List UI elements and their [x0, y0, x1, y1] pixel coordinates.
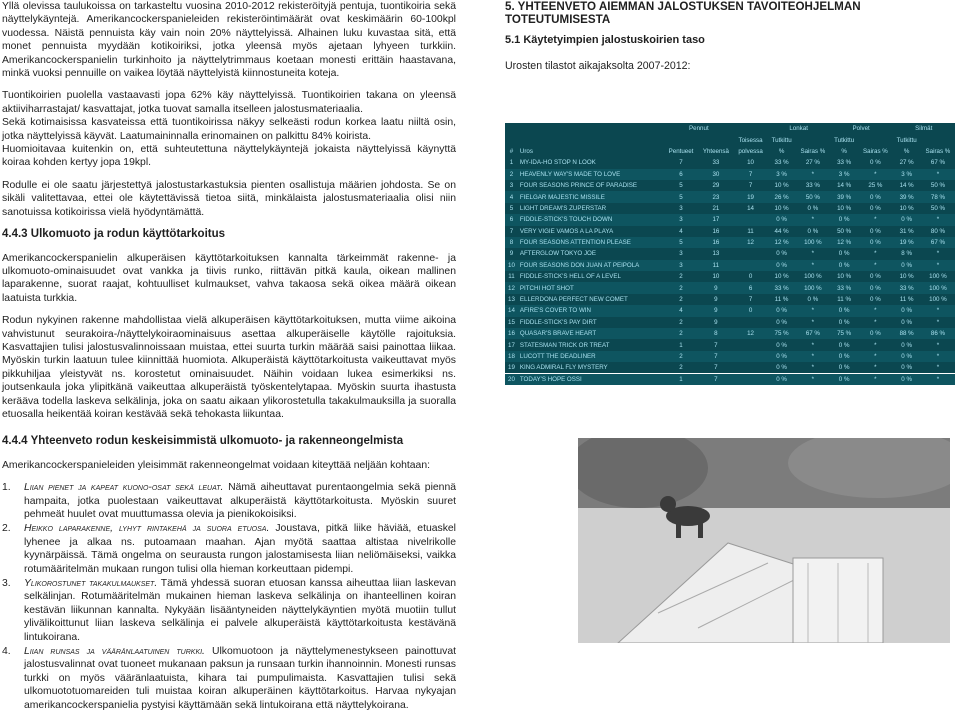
table-cell: 50 %	[930, 182, 945, 190]
table-cell: 8	[505, 237, 518, 248]
table-cell: 3 %	[892, 169, 920, 180]
table-cell: 0 %	[830, 351, 858, 362]
table-cell: *	[796, 169, 830, 180]
sire-name-cell: STATESMAN TRICK OR TREAT	[519, 341, 610, 349]
table-cell: 5	[664, 237, 698, 248]
table-cell: 18	[505, 351, 518, 362]
paragraph-show-visits: Huomioitavaa kuitenkin on, että suhteutettuna näyttelykäyntejä jokaista näyttelyissä käynyttä koiraa kohden kertyy jopa 19kpl.	[2, 144, 456, 169]
sire-name-cell: AFTERGLOW TOKYO JOE	[519, 250, 596, 258]
table-cell: 20	[505, 374, 518, 385]
sire-name-cell: KING ADMIRAL FLY MYSTERY	[519, 364, 608, 372]
table-cell: 9	[698, 282, 734, 293]
table-cell: 7	[734, 169, 768, 180]
issue-title: Liian pienet ja kapeat kuono-osat sekä leuat.	[24, 482, 224, 494]
table-cell: 16	[712, 227, 720, 235]
table-cell: 11 %	[837, 296, 851, 304]
table-cell: 80 %	[930, 227, 945, 235]
table-cell: 100 %	[796, 282, 830, 293]
table-cell: 44 %	[774, 227, 789, 235]
table-cell: 10 %	[899, 204, 914, 212]
table-cell: *	[796, 351, 830, 362]
sire-name-cell: FIELGAR MAJESTIC MISSILE	[518, 191, 664, 202]
table-cell: 10	[712, 273, 720, 281]
table-cell: 0 %	[870, 273, 881, 281]
table-row	[505, 294, 955, 305]
col-header: Uros	[519, 147, 533, 155]
table-row	[505, 351, 955, 362]
problem-list	[2, 481, 456, 712]
table-cell: *	[936, 341, 940, 349]
table-cell: 11	[698, 260, 734, 271]
table-cell: 2	[679, 318, 683, 326]
issue-title: Liian runsas ja vääränlaatuinen turkki.	[24, 646, 205, 658]
list-item	[2, 645, 456, 712]
table-cell: 0 %	[767, 351, 795, 362]
table-cell: *	[936, 250, 940, 258]
table-row	[505, 214, 955, 225]
table-row	[505, 203, 955, 214]
table-cell: 0 %	[892, 374, 920, 385]
table-cell: 0 %	[858, 282, 892, 293]
sire-name-cell: FOUR SEASONS ATTENTION PLEASE	[518, 237, 664, 248]
sire-name-cell: FOUR SEASONS DON JUAN AT PEIPOLA	[518, 260, 664, 271]
table-cell: 31 %	[899, 227, 914, 235]
sire-name-cell: LUCOTT THE DEADLINER	[518, 351, 664, 362]
table-cell: 50 %	[796, 191, 830, 202]
table-cell: *	[796, 374, 830, 385]
table-row	[505, 169, 955, 180]
table-cell: 0 %	[892, 305, 920, 316]
table-cell: 0 %	[901, 364, 912, 372]
table-cell: 10	[505, 260, 518, 271]
table-caption: Urosten tilastot aikajaksolta 2007-2012:	[505, 60, 691, 72]
table-cell: 29	[712, 182, 720, 190]
table-cell: 0 %	[858, 191, 892, 202]
table-cell	[734, 248, 768, 259]
table-cell: 86 %	[921, 328, 955, 339]
sub-header-second-gen: Toisessa	[738, 136, 763, 144]
table-cell: 12	[734, 328, 768, 339]
table-cell: 33 %	[767, 282, 795, 293]
table-cell: 5	[664, 191, 698, 202]
table-cell: 3 %	[830, 169, 858, 180]
table-cell: 4	[505, 191, 518, 202]
table-cell: 0	[734, 305, 768, 316]
table-row	[505, 317, 955, 328]
sire-name-cell: AFIRE'S COVER TO WIN	[518, 305, 664, 316]
table-cell: 9	[714, 318, 718, 326]
table-cell	[734, 214, 768, 225]
table-cell: 0 %	[776, 341, 787, 349]
table-cell: 88 %	[892, 328, 920, 339]
table-cell: 39 %	[892, 191, 920, 202]
group-header-litters: Pennut	[689, 125, 709, 133]
table-cell: 17	[698, 214, 734, 225]
table-cell: 26 %	[767, 191, 795, 202]
table-cell: 67 %	[796, 328, 830, 339]
table-cell: 4	[664, 305, 698, 316]
table-cell: 0 %	[776, 250, 787, 258]
table-cell: 16	[698, 237, 734, 248]
sire-name-cell: MY-IDA-HO STOP N LOOK	[519, 159, 596, 167]
table-cell: *	[921, 214, 955, 225]
sire-name-cell: LIGHT DREAM'S ZUPERSTAR	[519, 204, 607, 212]
table-cell: 2	[679, 364, 683, 372]
paragraph-problems-intro: Amerikancockerspanieleiden yleisimmät rakenneongelmat voidaan kiteyttää neljään kohtaan:	[2, 459, 430, 471]
table-cell: 0 %	[870, 296, 881, 304]
list-number: 3.	[2, 578, 11, 590]
table-cell: 10 %	[837, 204, 852, 212]
table-cell: 33 %	[837, 159, 852, 167]
table-row	[505, 180, 955, 191]
table-cell: 9	[509, 250, 514, 258]
table-cell: 2	[664, 282, 698, 293]
list-number: 2.	[2, 523, 11, 535]
heading-4-4-4: 4.4.4 Yhteenveto rodun keskeisimmistä ulkomuoto- ja rakenneongelmista	[2, 435, 404, 448]
table-cell: *	[811, 364, 815, 372]
table-cell: 10 %	[774, 182, 789, 190]
sire-name-cell: FIDDLE-STICK'S TOUCH DOWN	[518, 214, 664, 225]
table-cell: 0 %	[807, 227, 819, 235]
table-cell: 10 %	[774, 204, 789, 212]
table-cell: 14	[505, 305, 518, 316]
table-cell: 0 %	[767, 374, 795, 385]
table-row	[505, 305, 955, 316]
table-cell: 1	[664, 374, 698, 385]
table-cell: 5	[679, 182, 683, 190]
table-cell: 100 %	[796, 237, 830, 248]
table-cell: 9	[698, 305, 734, 316]
table-cell: *	[921, 169, 955, 180]
issue-title: Heikko laparakenne, lyhyt rintakehä ja suora etuosa.	[24, 523, 270, 535]
table-cell: 50 %	[930, 204, 945, 212]
table-cell: 0 %	[830, 305, 858, 316]
photo-illustration	[578, 438, 950, 643]
issue-text: Nämä aiheuttavat purentaongelmia sekä piennä hampaita, jotka puolestaan vaikeuttavat alkuperäistä käyttötarkoitusta. Myöskin suuret pehmeät huulet ovat muuttumassa olevia ja pienikokoisiksi.	[24, 482, 457, 520]
table-cell: 9	[714, 296, 718, 304]
heading-5-1: 5.1 Käytetyimpien jalostuskoirien taso	[505, 34, 705, 46]
table-row	[505, 191, 955, 202]
table-cell: 19 %	[892, 237, 920, 248]
group-header-hips: Lonkat	[789, 125, 808, 133]
table-cell: 7	[748, 296, 753, 304]
table-cell: 6	[505, 214, 518, 225]
group-header-row	[505, 123, 955, 134]
table-cell: 75 %	[830, 328, 858, 339]
table-cell: 0 %	[838, 341, 850, 349]
table-cell: 11 %	[774, 296, 789, 304]
table-cell: 33 %	[774, 159, 789, 167]
table-cell: 0 %	[858, 328, 892, 339]
table-cell: 21	[712, 204, 720, 212]
table-cell: 0 %	[776, 364, 787, 372]
sire-name-cell: PITCHI HOT SHOT	[518, 282, 664, 293]
table-cell: 3 %	[767, 169, 795, 180]
table-cell: 0 %	[776, 318, 787, 326]
table-cell: 0 %	[870, 204, 881, 212]
table-cell: *	[936, 364, 940, 372]
table-cell: 11 %	[899, 296, 914, 304]
table-cell: 10 %	[774, 273, 789, 281]
table-cell: 7	[698, 351, 734, 362]
table-cell: *	[811, 318, 815, 326]
table-cell: 16	[505, 328, 518, 339]
table-cell: *	[874, 250, 877, 258]
table-row	[505, 248, 955, 259]
table-cell: 3	[664, 260, 698, 271]
table-cell: 67 %	[930, 159, 945, 167]
sire-name-cell: TODAY'S HOPE OSSI	[518, 374, 664, 385]
col-header: polvessa	[738, 147, 763, 155]
table-cell: 0 %	[807, 204, 819, 212]
table-row	[505, 260, 955, 271]
table-cell: *	[858, 169, 892, 180]
table-row	[505, 282, 955, 293]
table-row	[505, 339, 955, 350]
paragraph-conformation: Amerikancockerspanielin alkuperäisen käyttötarkoituksen kannalta tärkeimmät rakenne- ja ulkomuoto-ominaisuudet ovat vankka ja tiivis runko, riittävän pitkä kaula, oikean mallinen laparakenne, suorat raajat, kohtuulliset kulmaukset, vahva takaosa sekä oikea määrä oikean laatuista turkkia.	[2, 252, 456, 304]
list-item	[2, 577, 456, 644]
table-cell: 5	[509, 204, 514, 212]
sire-name-cell: FIDDLE-STICK'S PAY DIRT	[519, 318, 597, 326]
table-cell: 100 %	[921, 282, 955, 293]
table-row	[505, 226, 955, 237]
table-body	[505, 157, 955, 385]
table-cell: 7	[698, 374, 734, 385]
table-cell: *	[796, 214, 830, 225]
table-cell: 7	[714, 341, 718, 349]
table-cell: *	[796, 260, 830, 271]
col-header: #	[509, 147, 514, 155]
table-cell: 1	[679, 341, 683, 349]
sire-name-cell: ELLERDONA PERFECT NEW COMET	[519, 296, 628, 304]
table-cell: 10 %	[837, 273, 852, 281]
table-cell: *	[874, 341, 877, 349]
sire-statistics-table	[505, 123, 955, 383]
table-cell: 0 %	[767, 214, 795, 225]
table-cell: 23	[698, 191, 734, 202]
table-cell: 0 %	[767, 305, 795, 316]
col-header: Sairas %	[800, 147, 826, 155]
table-cell: 0 %	[901, 318, 912, 326]
group-header-knees: Polvet	[852, 125, 870, 133]
list-item	[2, 522, 456, 576]
table-cell: 100 %	[929, 296, 947, 304]
table-cell: 0 %	[838, 318, 850, 326]
col-header: %	[841, 147, 847, 155]
table-cell: 39 %	[830, 191, 858, 202]
table-row	[505, 328, 955, 339]
table-cell	[734, 260, 768, 271]
table-cell: *	[858, 305, 892, 316]
table-cell: 100 %	[804, 273, 822, 281]
table-cell: 19	[508, 364, 515, 372]
sire-name-cell: QUASAR'S BRAVE HEART	[518, 328, 664, 339]
table-cell: *	[858, 214, 892, 225]
table-cell: 7	[679, 159, 683, 167]
table-cell: 17	[508, 341, 515, 349]
table-row	[505, 157, 955, 168]
issue-title: Ylikorostunet takakulmaukset.	[24, 578, 158, 590]
table-cell: 10	[747, 159, 754, 167]
table-cell	[734, 317, 768, 328]
table-cell: 12 %	[830, 237, 858, 248]
table-cell: 33 %	[830, 282, 858, 293]
table-cell: 1	[509, 159, 514, 167]
paragraph-quality: Sekä kotimaisissa kasvateissa että tuontikoirissa näkyy selkeästi rodun korkea laatu niiltä osin, jotka näyttelyissä käyvät. Laatumaininnalla erinomainen on palkittu 84% koirista.	[2, 117, 456, 142]
col-header: Yhteensä	[702, 147, 729, 155]
sub-header-hips-tested: Tutkittu	[771, 136, 792, 144]
table-cell: 10 %	[899, 273, 914, 281]
table-cell: 0 %	[830, 260, 858, 271]
table-cell: 0 %	[830, 374, 858, 385]
table-cell: 4	[679, 227, 683, 235]
table-cell: 0	[748, 273, 753, 281]
table-cell	[734, 339, 768, 350]
table-row	[505, 362, 955, 373]
sire-name-cell: HEAVENLY WAY'S MADE TO LOVE	[518, 169, 664, 180]
table-cell: 0 %	[807, 296, 819, 304]
col-header: Sairas %	[925, 147, 951, 155]
table-cell: 6	[734, 282, 768, 293]
table-cell: 7	[714, 364, 718, 372]
list-number: 1.	[2, 482, 11, 494]
table-cell: 100 %	[929, 273, 947, 281]
issue-text: Ulkomuotoon ja näyttelymenestykseen painottuvat jalostusvalinnat ovat tuoneet mukanaan paksun ja runsaan turkin ihannoinnin. Monesti runsas turkki on myös vääränlaatuista, kihara tai pumpulimaista. Kasvattajien tulisi sekä ulkomuototuomareiden tuli muistaa koiran alkuperäinen käyttötarkoitus. Harvaa nykyajan amerikancockerspanielia pystyisi käyttämään sekä lintukoirana että näyttelykoirana.	[24, 646, 457, 711]
table-cell: 0 %	[892, 260, 920, 271]
table-cell	[734, 374, 768, 385]
table-cell: 14 %	[899, 182, 914, 190]
column-header-row	[505, 146, 955, 157]
table-cell: 8	[698, 328, 734, 339]
table-cell: 2	[505, 169, 518, 180]
table-cell: 3	[664, 214, 698, 225]
table-cell: 7	[748, 182, 753, 190]
table-cell: *	[874, 364, 877, 372]
table-cell: 3	[679, 250, 683, 258]
table-cell: 12 %	[767, 237, 795, 248]
table-cell: *	[858, 374, 892, 385]
table-cell: *	[921, 351, 955, 362]
table-row	[505, 374, 955, 385]
table-cell	[734, 362, 768, 373]
table-cell: *	[936, 318, 940, 326]
paragraph-breeding-inspections: Rodulle ei ole saatu järjestettyä jalostustarkastuksia pienten osallistuja määrien johdosta. Se on sikäli valitettavaa, ettei ole käytettävissä tietoa siitä, minkälaista jalostusmateriaalia olisi niin sanotuissa kotikoirissa vielä hyödyntämättä.	[2, 179, 456, 218]
stats-table	[505, 123, 955, 385]
sub-header-row	[505, 134, 955, 145]
issue-text: Joustava, pitkä liike häviää, etuaskel lyhenee ja alkaa ns. putoamaan maahan. Ajan myötä saattaa altistaa nivelrikolle kyynärpäissä. Tämä ongelma on seurausta rungon jalostamisesta liian neliömäiseksi, vaikka rotumääritelmän mukaan rungon tulisi olla hieman korkeuttaan pidempi.	[24, 523, 456, 575]
table-cell	[734, 351, 768, 362]
table-cell: 11	[747, 227, 754, 235]
table-cell: 27 %	[899, 159, 914, 167]
left-column	[2, 0, 456, 713]
paragraph-imports: Tuontikoirien puolella vastaavasti jopa 62% käy näyttelyissä. Tuontikoirien takana on yleensä aktiiviharrastajat/ kasvattajat, jotka tuovat samalla itselleen jalostusmateriaalia.	[2, 90, 456, 115]
sire-name-cell: FOUR SEASONS PRINCE OF PARADISE	[519, 182, 638, 190]
table-cell: 13	[508, 296, 515, 304]
sire-name-cell: VERY VIGIE VAMOS A LA PLAYA	[519, 227, 614, 235]
table-row	[505, 271, 955, 282]
table-cell: *	[921, 305, 955, 316]
table-cell: 33 %	[805, 182, 820, 190]
table-cell: *	[811, 341, 815, 349]
table-cell: 13	[712, 250, 720, 258]
table-cell: 0 %	[901, 341, 912, 349]
table-cell: 0 %	[838, 250, 850, 258]
table-cell: 0 %	[830, 214, 858, 225]
table-cell: 0 %	[838, 364, 850, 372]
table-cell: 27 %	[805, 159, 820, 167]
table-cell: 25 %	[868, 182, 883, 190]
sire-name-cell: FIDDLE-STICK'S HELL OF A LEVEL	[519, 273, 621, 281]
table-cell: 0 %	[892, 351, 920, 362]
table-cell: 19	[734, 191, 768, 202]
table-cell: 7	[509, 227, 514, 235]
heading-4-4-3: 4.4.3 Ulkomuoto ja rodun käyttötarkoitus	[2, 228, 226, 241]
col-header: %	[778, 147, 785, 155]
table-cell: 2	[679, 273, 683, 281]
table-cell: *	[874, 318, 877, 326]
table-cell: *	[796, 305, 830, 316]
table-cell: 12	[505, 282, 518, 293]
table-cell: 0 %	[870, 159, 881, 167]
table-cell: 0 %	[870, 227, 881, 235]
table-cell: 6	[664, 169, 698, 180]
table-cell: 0 %	[858, 237, 892, 248]
sub-header-eyes-tested: Tutkittu	[896, 136, 917, 144]
table-cell: 2	[664, 328, 698, 339]
table-cell: 3	[679, 204, 683, 212]
table-cell: *	[858, 351, 892, 362]
table-row	[505, 237, 955, 248]
table-cell: 0 %	[767, 260, 795, 271]
table-cell: 11	[508, 273, 515, 281]
table-cell: *	[858, 260, 892, 271]
table-cell: 67 %	[921, 237, 955, 248]
table-cell: 0 %	[892, 214, 920, 225]
col-header: Sairas %	[863, 147, 888, 155]
sub-header-knees-tested: Tutkittu	[834, 136, 855, 144]
table-cell: 78 %	[921, 191, 955, 202]
table-cell: 2	[679, 296, 683, 304]
table-cell: 14 %	[837, 182, 852, 190]
col-header: %	[903, 147, 910, 155]
table-cell: 33	[712, 159, 720, 167]
list-number: 4.	[2, 646, 11, 658]
heading-section-5: 5. YHTEENVETO AIEMMAN JALOSTUKSEN TAVOITEOHJELMAN TOTEUTUMISESTA	[505, 0, 861, 26]
table-cell: *	[921, 374, 955, 385]
table-cell: *	[811, 250, 815, 258]
group-header-eyes: Silmät	[915, 125, 933, 133]
table-cell: 8 %	[901, 250, 912, 258]
table-cell: 15	[508, 318, 515, 326]
col-header: Pentueet	[668, 147, 694, 155]
right-column	[505, 0, 960, 72]
paragraph-current-structure: Rodun nykyinen rakenne mahdollistaa vielä alkuperäisen käyttötarkoituksen, mutta viime aikoina vahvistunut seurakoira-/näyttelykoiraominaisuus asettaa alkuperäiselle käytölle rajoituksia. Kasvattajien tulisi jalostusvalinnoissaan muistaa, ettei suurta turkin määrää saisi painottaa liikaa. Myöskin turkin laatuun tulee kiinnittää huomiota. Alkuperäistä käyttötarkoitusta vaikeuttavat myös pikkuhiljaa yleistyvät ns. korostetut ominaisuudet. Näihin voidaan lukea esimerkiksi ns. joutsenkaula joka ylipitkänä vaikeuttaa alkuperäistä työskentelytapaa. Myöskin suurta ihastusta kerääva todella laskeva selkälinja, joka on saatu aikaan ylikorostetulla takakulmauksilla ja suoralla etuosalla heikentää koiran kestävää sekä tehokasta liikuntaa.	[2, 315, 456, 420]
table-cell: 75 %	[767, 328, 795, 339]
list-item	[2, 481, 456, 521]
table-cell: 33 %	[892, 282, 920, 293]
table-cell: 14	[747, 204, 754, 212]
table-cell: 12	[734, 237, 768, 248]
issue-text: Tämä yhdessä suoran etuosan kanssa aiheuttaa liian laskevan selkälinjan. Rotumääritelmän mukainen hieman laskeva selkälinja on ihanteellinen koiran kestävän liikunnan kannalta. Nykyään lisääntyneiden näyttelykäyntien myötä muotiin tullut ylivälikoittunut liian laskeva selkälinja ei palvele alkuperäistä käyttötarkoitusta kestävänä lintukoirana.	[24, 578, 456, 643]
table-cell: *	[921, 260, 955, 271]
dog-agility-photo	[578, 438, 950, 643]
table-cell: 3	[509, 182, 514, 190]
table-cell: 30	[698, 169, 734, 180]
paragraph-stats-intro: Yllä olevissa taulukoissa on tarkasteltu vuosina 2010-2012 rekisteröityjä pentuja, tuontikoiria sekä näyttelykäyntejä. Amerikancockerspanieleiden rekisteröintimäärät ovat keskimäärin 60-100kpl vuodessa. Näistä pennuista käy vain noin 20% näyttelyissä. Alhainen luku kuvastaa sitä, että monet pennuista myydään kotikoiriksi, jotka yleensä myös ajetaan lyhyeen turkkiin. Amerikancockerspanielin turkinhoito ja näyttelytrimmaus koetaan monesti erittäin haastavana, minkä vuoksi pennuille on vaikea löytää näyttelyistä kiinnostuneita koteja.	[2, 1, 456, 80]
table-cell: 2	[664, 351, 698, 362]
table-cell: 50 %	[837, 227, 852, 235]
